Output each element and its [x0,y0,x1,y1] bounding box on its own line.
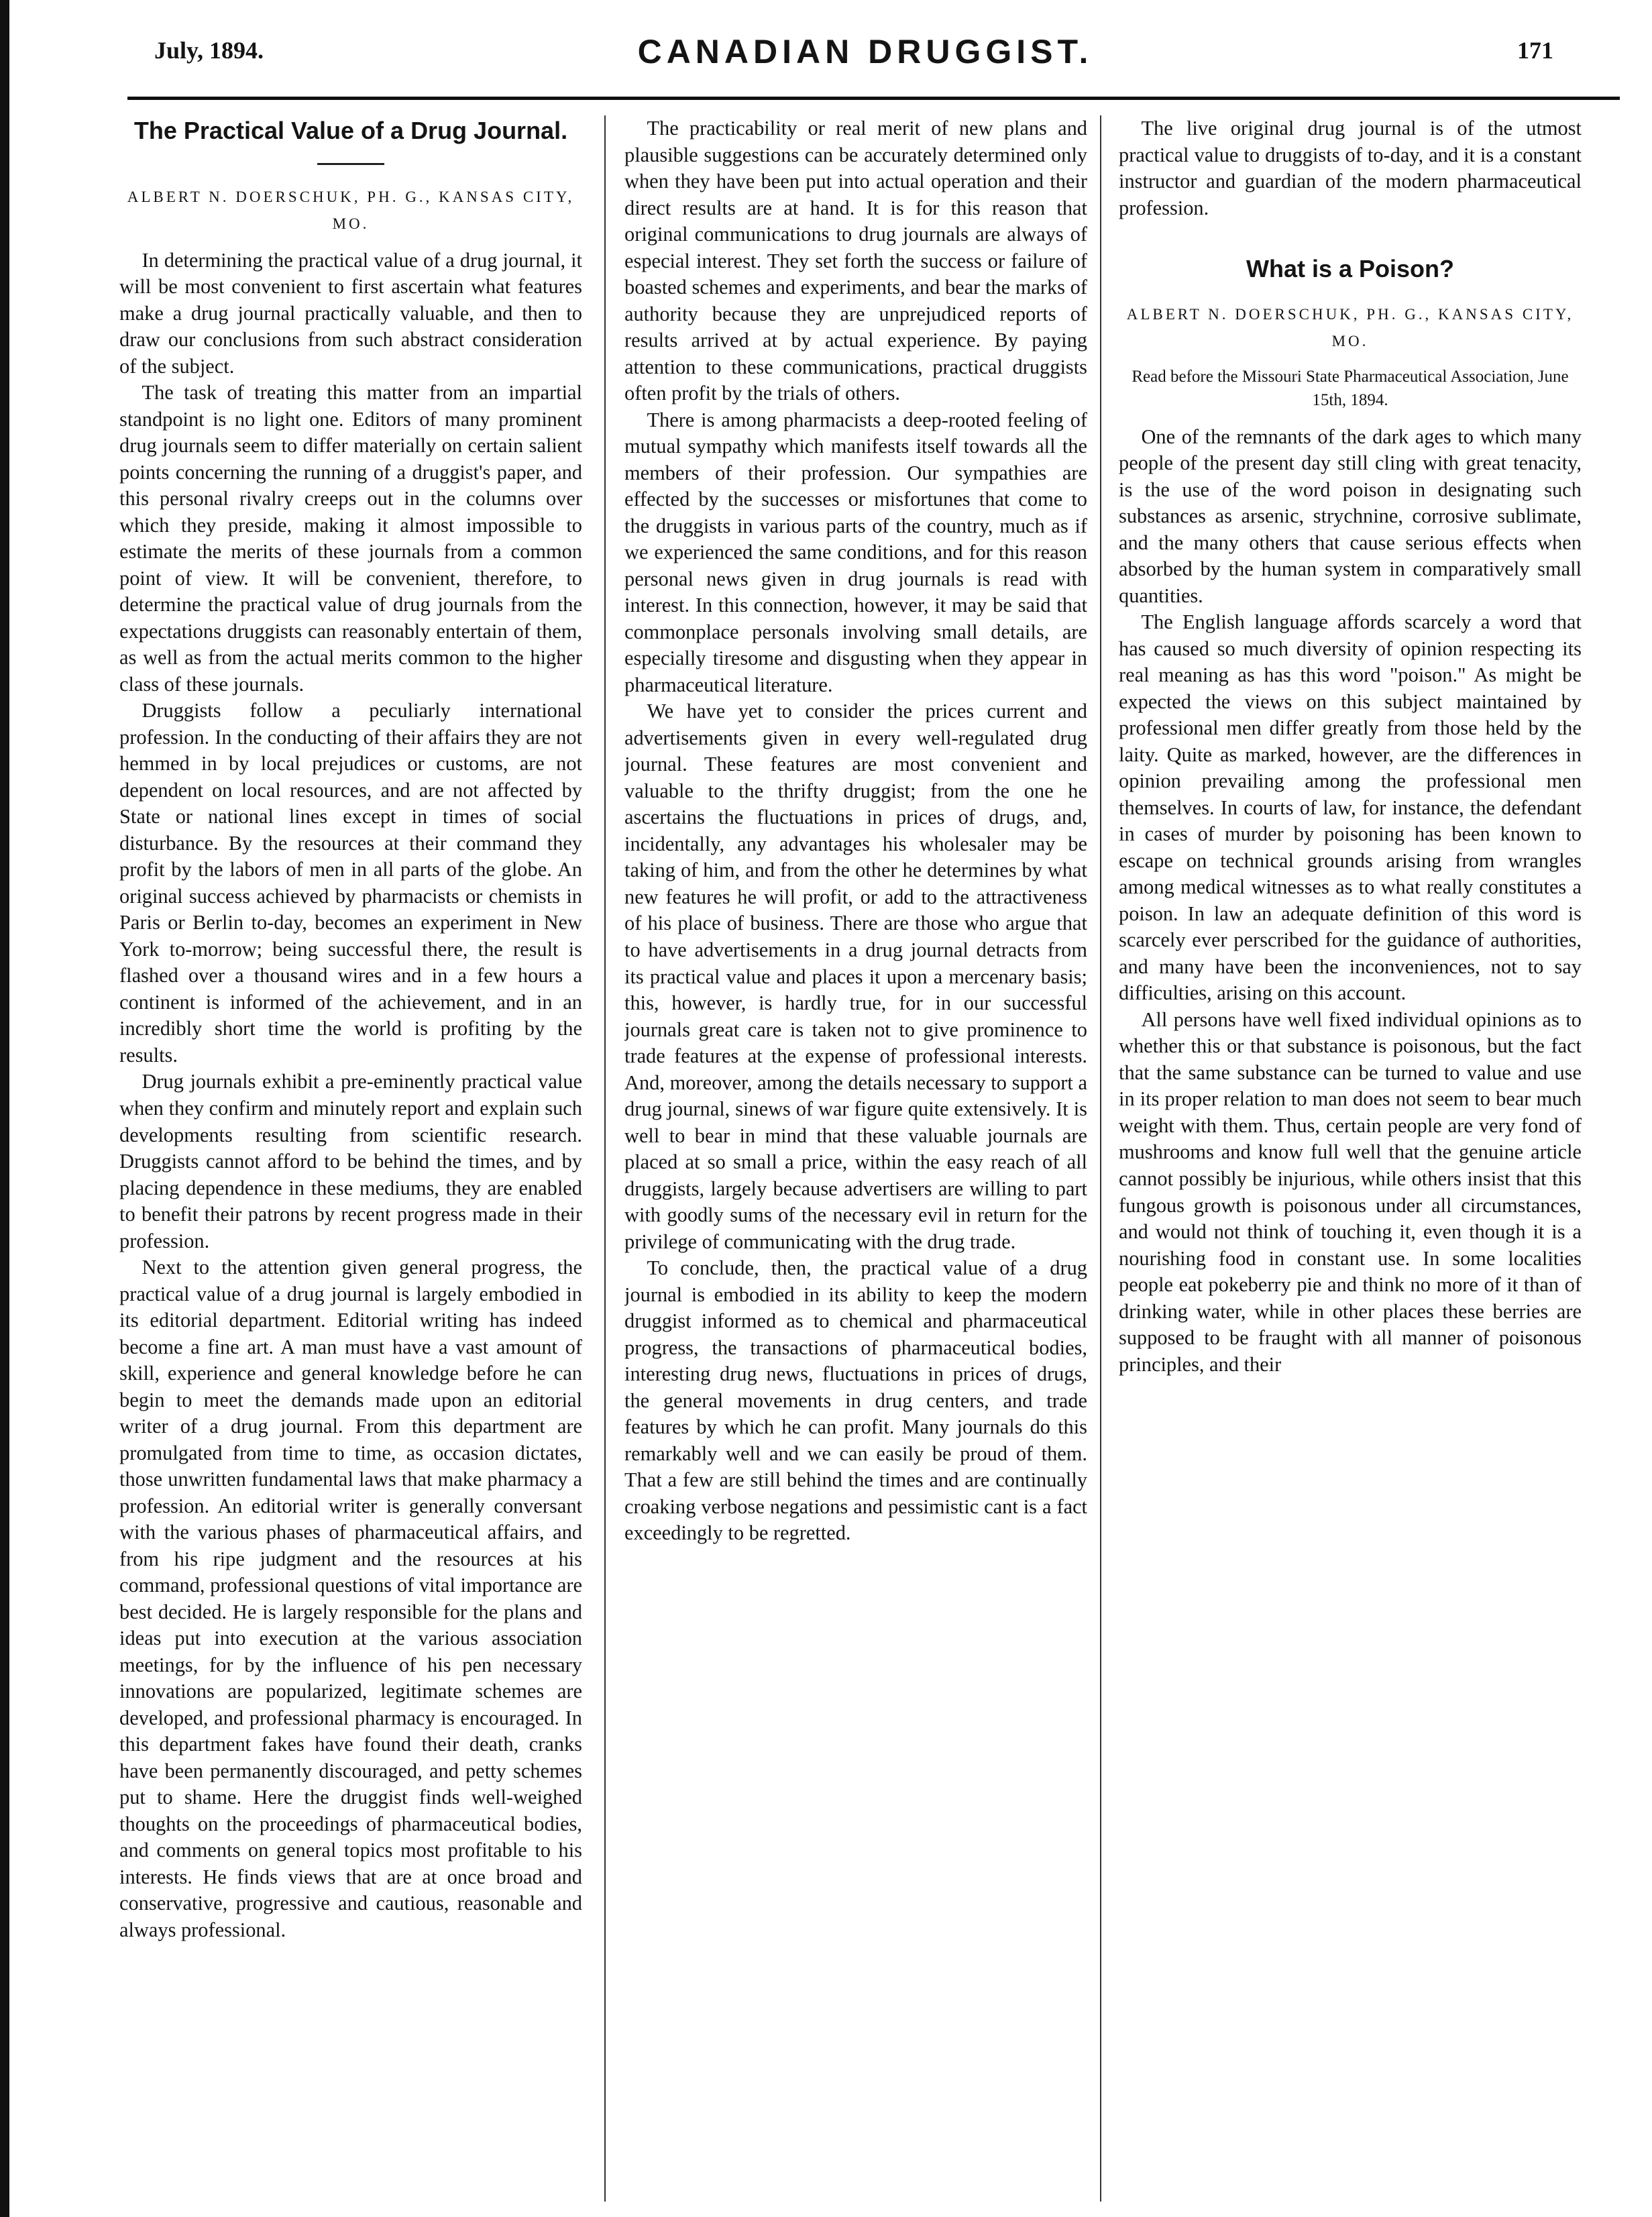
paragraph: The English language affords scarcely a word that has caused so much diversity of opinion respecting its real meaning as has this word "poison." As might be expected the views on this subject maintained by professional men differ greatly from those held by the laity. Quite as marked, however, are the differences in opinion prevailing among the professional men themselves. In courts of law, for instance, the defendant in cases of murder by poisoning has been known to escape on technical grounds arising from wrangles among medical witnesses as to what really constitutes a poison. In law an adequate definition of this word is scarcely ever perscribed for the guidance of authorities, and many have been the inconveniences, not to say difficulties, arising on this account. [1119,610,1582,1005]
paragraph: The live original drug journal is of the utmost practical value to druggists of to-day, and it is a constant instructor and guardian of the modern pharmaceutical profession. [1119,117,1582,219]
column-3 [1119,115,1582,2202]
page-number: 171 [1517,37,1553,64]
paragraph: In determining the practical value of a drug journal, it will be most convenient to first ascertain what features make a drug journal practically valuable, and then to draw our conclusions from such abstract consideration of the subject. [119,248,582,378]
paragraph: The practicability or real merit of new plans and plausible suggestions can be accurately determined only when they have been put into actual operation and their direct results are at hand. It is for this reason that original communications to drug journals are always of especial interest. They set forth the success or failure of boasted schemes and experiments, and bear the marks of authority because they are unprejudiced reports of results arrived at by actual experience. By paying attention to these communications, practical druggists often profit by the trials of others. [624,117,1087,405]
journal-title: CANADIAN DRUGGIST. [637,33,1093,70]
paragraph: Drug journals exhibit a pre-eminently practical value when they confirm and minutely report and explain such developments resulting from scientific research. Druggists cannot afford to be behind the times, and by placing dependence in these mediums, they are enabled to benefit their patrons by recent progress made in their profession. [119,1070,582,1252]
column-1 [119,115,582,2202]
paragraph: There is among pharmacists a deep-rooted feeling of mutual sympathy which manifests itself towards all the members of their profession. Our sympathies are effected by the successes or misfortunes that come to the druggists in various parts of the country, much as if we experienced the same conditions, and for this reason personal news given in drug journals is read with interest. In this connection, however, it may be said that commonplace personals involving small details, are especially tiresome and disgusting when they appear in pharmaceutical literature. [624,408,1087,696]
paragraph: Druggists follow a peculiarly international profession. In the conducting of their affairs they are not hemmed in by local prejudices or customs, are not dependent on local resources, and are not affected by State or national lines except in times of social disturbance. By the resources at their command they profit by the labors of men in all parts of the globe. An original success achieved by pharmacists or chemists in Paris or Berlin to-day, becomes an experiment in New York to-morrow; being successful there, the result is flashed over a thousand wires and in a few hours a continent is informed of the achievement, and in an incredibly short time the world is profiting by the results. [119,699,582,1067]
article-byline: ALBERT N. DOERSCHUK, PH. G., KANSAS CITY, MO. [1126,306,1574,350]
paragraph: To conclude, then, the practical value of a drug journal is embodied in its ability to keep the modern druggist informed as to chemical and pharmaceutical progress, the transactions of pharmaceutical bodies, interesting drug news, fluctuations in prices of drugs, the general movements in drug centers, and trade features by which he can profit. Many journals do this remarkably well and we can easily be proud of them. That a few are still behind the times and are continually croaking verbose negations and pessimistic cant is a fact exceedingly to be regretted. [624,1256,1087,1545]
issue-date: July, 1894. [154,37,264,64]
article-title: What is a Poison? [1246,255,1455,283]
article-title: The Practical Value of a Drug Journal. [133,117,568,144]
header-rule [127,97,1620,100]
paragraph: We have yet to consider the prices current and advertisements given in every well-regulated drug journal. These features are most convenient and valuable to the thrifty druggist; from the one he ascertains the fluctuations in prices of drugs, and, incidentally, any advantages his wholesaler may be taking of him, and from the other he determines by what new features he will profit, or add to the attractiveness of his place of business. There are those who argue that to have advertisements in a drug journal detracts from its practical value and places it upon a mercenary basis; this, however, is hardly true, for in our successful journals great care is taken not to give prominence to trade features at the expense of professional interests. And, moreover, among the details necessary to support a drug journal, sinews of war figure quite extensively. It is well to bear in mind that these valuable journals are placed at so small a price, within the easy reach of all druggists, largely because advertisers are willing to part with goodly sums of the necessary evil in return for the privilege of communicating with the drug trade. [624,700,1087,1253]
article-byline: ALBERT N. DOERSCHUK, PH. G., KANSAS CITY, MO. [127,188,575,233]
paragraph: Next to the attention given general progress, the practical value of a drug journal is largely embodied in its editorial department. Editorial writing has indeed become a fine art. A man must have a vast amount of skill, experience and general knowledge before he can begin to meet the demands made upon an editorial writer of a drug journal. From this department are promulgated from time to time, as occasion dictates, those unwritten fundamental laws that make pharmacy a profession. An editorial writer is generally conversant with the various phases of pharmaceutical affairs, and from his ripe judgment and the resources at his command, professional questions of vital importance are best decided. He is largely responsible for the plans and ideas put into execution at the various association meetings, for by the influence of his pen necessary innovations are popularized, legitimate schemes are developed, and professional pharmacy is encouraged. In this department fakes have found their death, cranks have been permanently discouraged, and petty schemes put to shame. Here the druggist finds well-weighed thoughts on the proceedings of pharmaceutical bodies, and comments on general topics most profitable to his interests. He finds views that are at once broad and conservative, progressive and cautious, reasonable and always professional. [119,1256,582,1941]
paragraph: All persons have well fixed individual opinions as to whether this or that substance is poisonous, but the fact that the same substance can be turned to value and use in its proper relation to man does not seem to bear much weight with them. Thus, certain people are very fond of mushrooms and know full well that the genuine article cannot possibly be injurious, while others insist that this fungous growth is poisonous under all circumstances, and would not think of touching it, even though it is a nourishing food in constant use. In some localities people eat pokeberry pie and think no more of it than of drinking water, while in other places these berries are supposed to be fraught with all manner of poisonous principles, and their [1119,1008,1582,1376]
paragraph: One of the remnants of the dark ages to which many people of the present day still cling with great tenacity, is the use of the word poison in designating such substances as arsenic, strychnine, corrosive sublimate, and the many others that cause serious effects when absorbed by the human system in comparatively small quantities. [1119,425,1582,607]
page-header [0,32,1652,79]
column-divider [1100,115,1101,2202]
article-note: Read before the Missouri State Pharmaceutical Association, June 15th, 1894. [1132,367,1569,409]
column-2 [624,115,1087,2202]
column-divider [604,115,606,2202]
paragraph: The task of treating this matter from an impartial standpoint is no light one. Editors of many prominent drug journals seem to differ materially on certain salient points concerning the running of a druggist's paper, and this personal rivalry creeps out in the columns over which they preside, making it almost impossible to estimate the merits of these journals from a common point of view. It will be convenient, therefore, to determine the practical value of drug journals from the expectations druggists can reasonably entertain of them, as well as from the actual merits common to the higher class of these journals. [119,381,582,696]
scan-edge [0,0,9,2217]
title-rule [317,163,384,165]
